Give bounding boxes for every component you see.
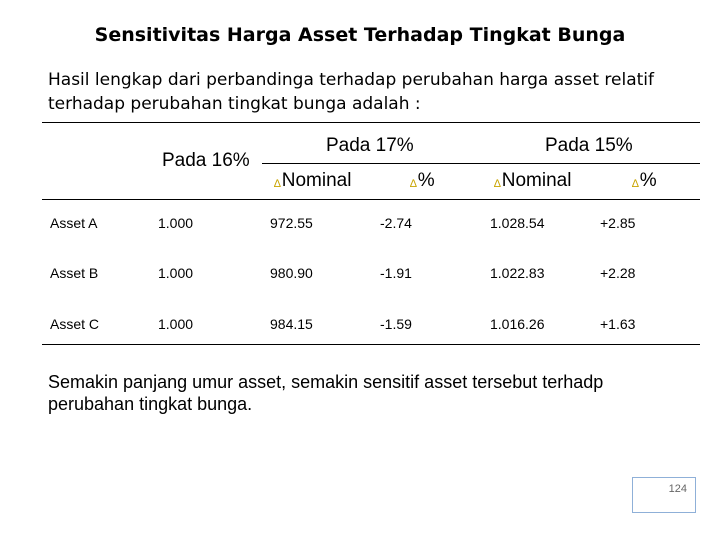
row-c-pct15: +1.63 <box>600 316 636 332</box>
row-a-name: Asset A <box>50 215 98 231</box>
header-pada-15: Pada 15% <box>545 135 633 156</box>
row-c-nom17: 984.15 <box>270 316 313 332</box>
header-bottom-rule <box>42 199 700 200</box>
row-a-pct17: -2.74 <box>380 215 412 231</box>
row-b-base: 1.000 <box>158 265 194 281</box>
delta-icon: ∆ <box>632 178 639 190</box>
header-nominal-17: ∆Nominal <box>274 170 352 191</box>
table-bottom-rule <box>42 344 700 345</box>
conclusion-text: Semakin panjang umur asset, semakin sensitif asset tersebut terhadp perubahan tingkat bunga. <box>48 372 604 414</box>
intro-text: Hasil lengkap dari perbandinga terhadap perubahan harga asset relatif terhadap perubahan tingkat bunga adalah : <box>48 70 655 114</box>
header-nominal-15: ∆Nominal <box>494 170 572 191</box>
row-c-base: 1.000 <box>158 316 194 332</box>
delta-icon: ∆ <box>274 178 281 190</box>
header-pada-17: Pada 17% <box>326 135 414 156</box>
header-pct-15: ∆% <box>632 170 657 191</box>
row-a-nom15: 1.028.54 <box>490 215 545 231</box>
row-c-nom15: 1.016.26 <box>490 316 545 332</box>
delta-icon: ∆ <box>494 178 501 190</box>
row-a-nom17: 972.55 <box>270 215 313 231</box>
row-a-base: 1.000 <box>158 215 194 231</box>
row-b-nom17: 980.90 <box>270 265 313 281</box>
slide-title: Sensitivitas Harga Asset Terhadap Tingkat Bunga <box>94 24 626 46</box>
row-c-pct17: -1.59 <box>380 316 412 332</box>
delta-icon: ∆ <box>410 178 417 190</box>
header-pada-16: Pada 16% <box>162 150 250 171</box>
page-number: 124 <box>632 477 696 513</box>
row-b-pct15: +2.28 <box>600 265 636 281</box>
header-mid-rule <box>262 163 700 164</box>
table-top-rule <box>42 122 700 123</box>
row-a-pct15: +2.85 <box>600 215 636 231</box>
row-b-name: Asset B <box>50 265 99 281</box>
row-c-name: Asset C <box>50 316 100 332</box>
row-b-nom15: 1.022.83 <box>490 265 545 281</box>
header-pct-17: ∆% <box>410 170 435 191</box>
row-b-pct17: -1.91 <box>380 265 412 281</box>
